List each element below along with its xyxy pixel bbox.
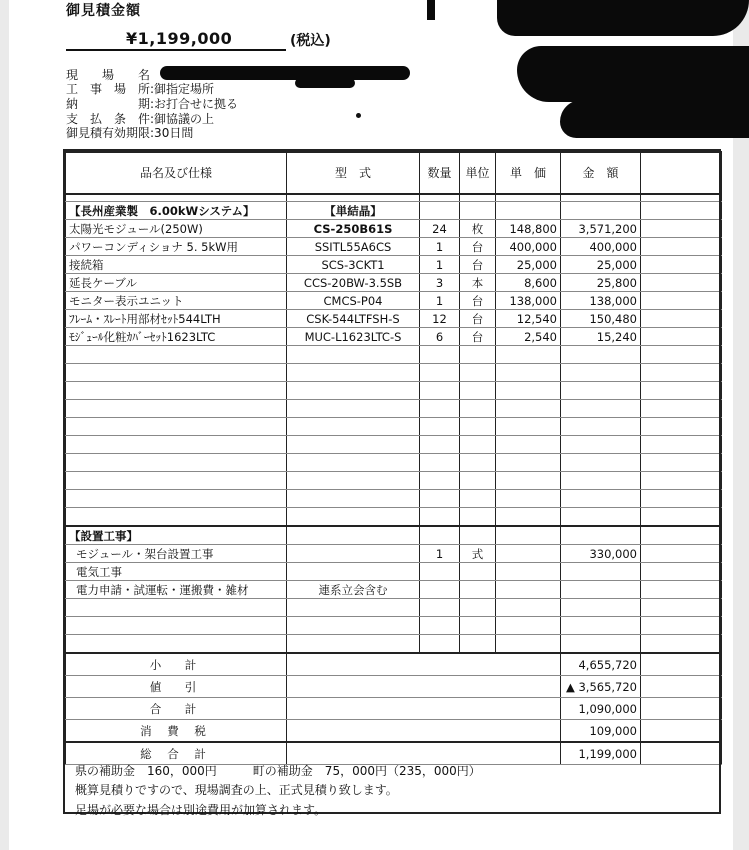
section-installation-name: 【設置工事】 bbox=[66, 526, 287, 545]
info-site: 現 場 名 bbox=[66, 68, 151, 82]
header-model: 型 式 bbox=[287, 152, 420, 194]
info-payment: 支 払 条 件:御協議の上 bbox=[66, 112, 215, 126]
table-row: モジュール・架台設置工事 1 式 330,000 bbox=[66, 545, 722, 563]
table-row: 電気工事 bbox=[66, 563, 722, 581]
total-underline bbox=[66, 49, 286, 51]
table-row: ﾓｼﾞｭｰﾙ化粧ｶﾊﾞｰｾｯﾄ1623LTC MUC-L1623LTC-S 6 台 2,540 15,240 bbox=[66, 328, 722, 346]
header-price: 単 価 bbox=[496, 152, 561, 194]
redaction-right-lower bbox=[560, 100, 749, 138]
table-frame bbox=[63, 149, 721, 814]
section-system-name: 【長州産業製 6.00kWシステム】 bbox=[66, 202, 287, 220]
summary-discount: 値 引 ▲ 3,565,720 bbox=[66, 676, 722, 698]
page-edge-left bbox=[0, 0, 9, 850]
info-delivery: 納 期:お打合せに拠る bbox=[66, 97, 239, 111]
redaction-site-name bbox=[160, 66, 410, 80]
total-amount: ¥1,199,000 bbox=[126, 29, 233, 48]
estimate-title: 御見積金額 bbox=[66, 3, 141, 19]
table-row: ﾌﾚｰﾑ・ｽﾚｰﾄ用部材ｾｯﾄ544LTH CSK-544LTFSH-S 12 台 12,540 150,480 bbox=[66, 310, 722, 328]
redaction-right bbox=[517, 46, 749, 102]
redaction-top-right bbox=[497, 0, 749, 36]
table-row: 電力申請・試運転・運搬費・雑材 連系立会含む bbox=[66, 581, 722, 599]
table-row: 太陽光モジュール(250W) CS-250B61S 24 枚 148,800 3,571,200 bbox=[66, 220, 722, 238]
redaction-bar bbox=[427, 0, 435, 20]
dot-mark bbox=[356, 113, 361, 118]
header-item: 品名及び仕様 bbox=[66, 152, 287, 194]
section-system-type: 【単結晶】 bbox=[287, 202, 420, 220]
summary-tax: 消 費 税 109,000 bbox=[66, 720, 722, 743]
summary-total: 合 計 1,090,000 bbox=[66, 698, 722, 720]
table-row: 接続箱 SCS-3CKT1 1 台 25,000 25,000 bbox=[66, 256, 722, 274]
summary-subtotal: 小 計 4,655,720 bbox=[66, 653, 722, 676]
header-qty: 数量 bbox=[420, 152, 460, 194]
summary-grand-total: 総 合 計 1,199,000 bbox=[66, 742, 722, 765]
redaction-site-name-2 bbox=[295, 78, 355, 88]
header-amount: 金 額 bbox=[561, 152, 641, 194]
header-unit: 単位 bbox=[460, 152, 496, 194]
table-row: 延長ケーブル CCS-20BW-3.5SB 3 本 8,600 25,800 bbox=[66, 274, 722, 292]
info-validity: 御見積有効期限:30日間 bbox=[66, 126, 194, 140]
tax-label: (税込) bbox=[290, 33, 331, 49]
table-row: モニター表示ユニット CMCS-P04 1 台 138,000 138,000 bbox=[66, 292, 722, 310]
note-scaffold: 足場が必要な場合は別途費用が加算されます。 bbox=[75, 803, 327, 817]
note-subsidy: 県の補助金 160，000円 町の補助金 75，000円（235，000円） bbox=[75, 764, 481, 778]
table-row: パワーコンディショナ 5. 5kW用 SSITL55A6CS 1 台 400,000 400,000 bbox=[66, 238, 722, 256]
info-location: 工 事 場 所:御指定場所 bbox=[66, 82, 215, 96]
note-estimate: 概算見積りですので、現場調査の上、正式見積り致します。 bbox=[75, 783, 398, 797]
